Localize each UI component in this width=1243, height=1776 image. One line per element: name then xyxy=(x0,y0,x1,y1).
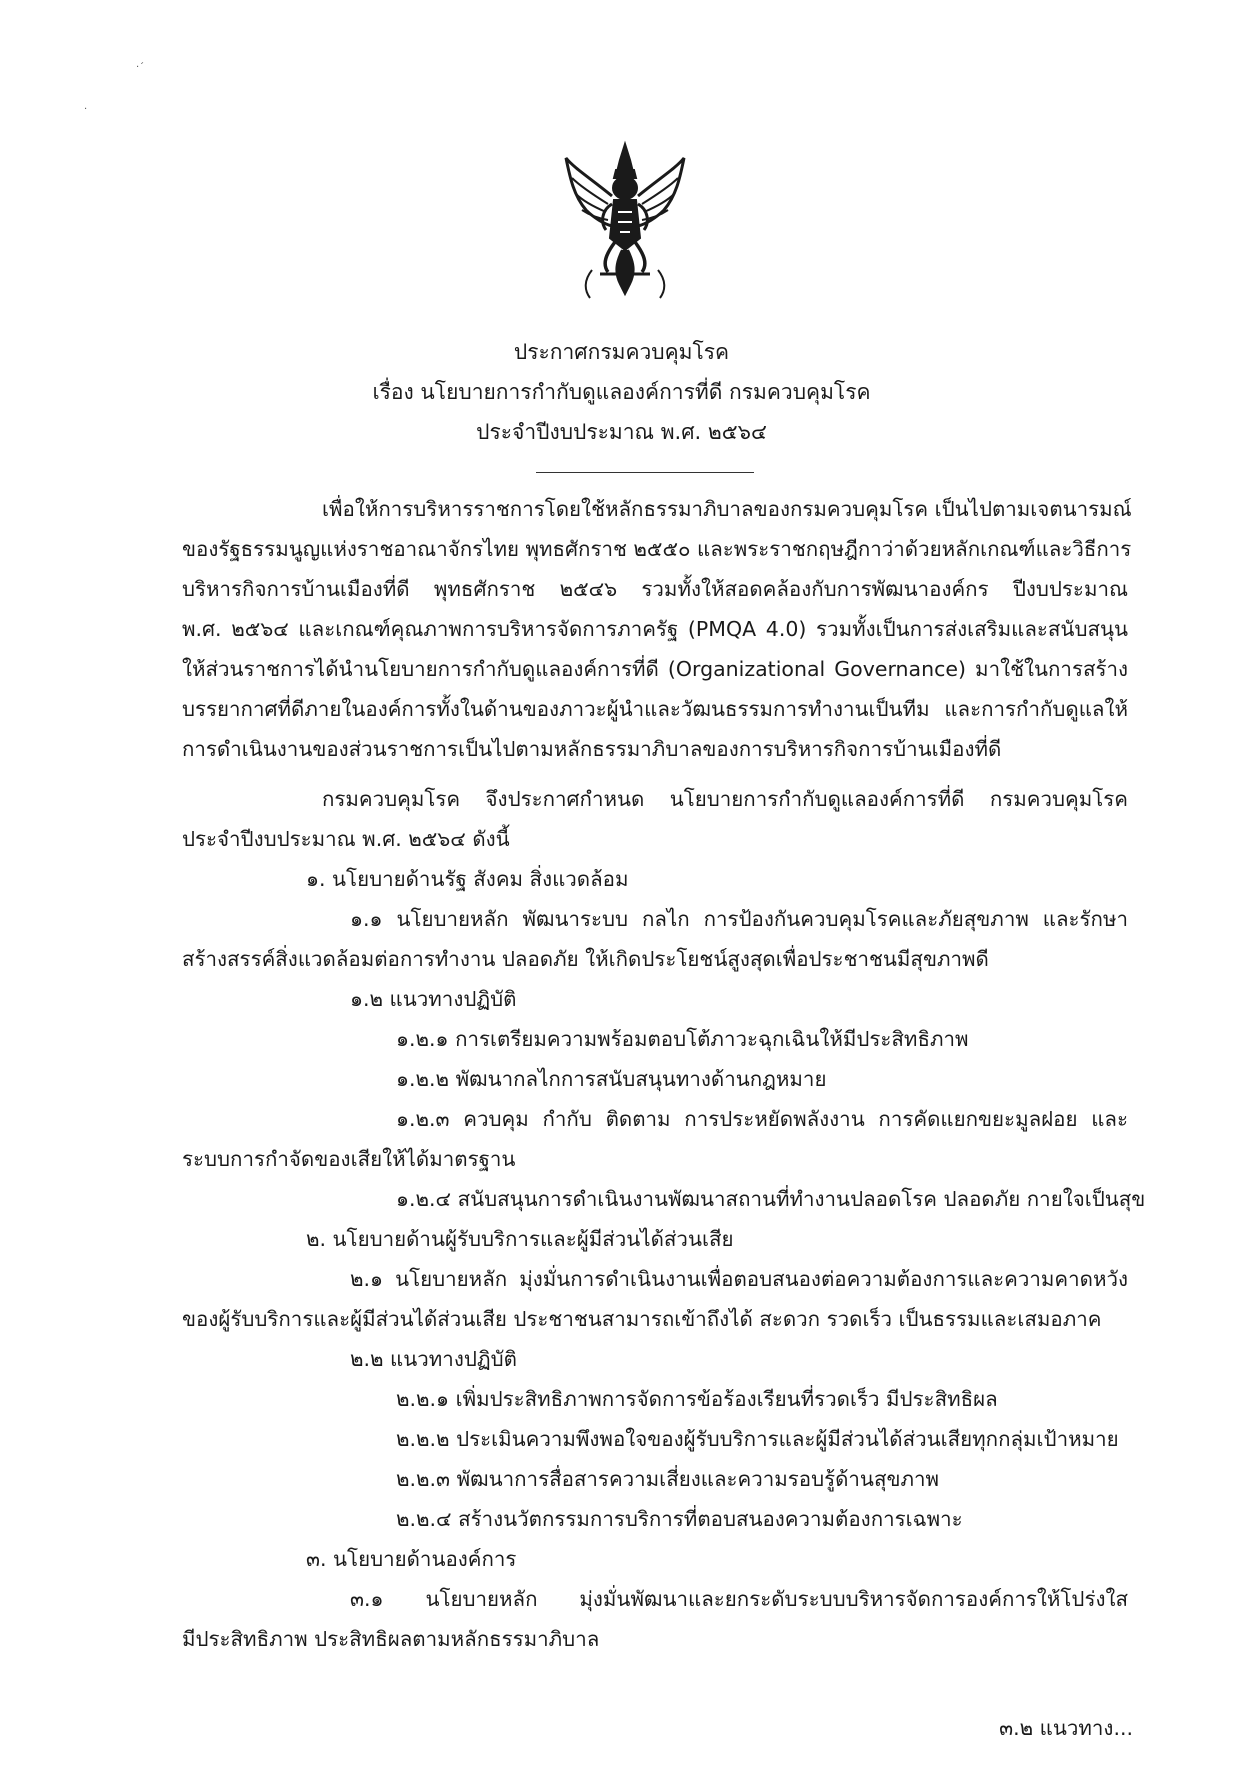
item-1-2-2: ๑.๒.๒ พัฒนากลไกการสนับสนุนทางด้านกฎหมาย xyxy=(396,1067,827,1091)
item-2-2-1: ๒.๒.๑ เพิ่มประสิทธิภาพการจัดการข้อร้องเรียนที่รวดเร็ว มีประสิทธิผล xyxy=(396,1387,998,1411)
announce-line: ประจำปีงบประมาณ พ.ศ. ๒๕๖๔ ดังนี้ xyxy=(182,827,510,851)
item-2-2-3: ๒.๒.๓ พัฒนาการสื่อสารความเสี่ยงและความรอบรู้ด้านสุขภาพ xyxy=(396,1467,940,1491)
intro-line: พ.ศ. ๒๕๖๔ และเกณฑ์คุณภาพการบริหารจัดการภาครัฐ (PMQA 4.0) รวมทั้งเป็นการส่งเสริมและสนับสนุน xyxy=(182,617,1128,641)
fiscal-year-line: ประจำปีงบประมาณ พ.ศ. ๒๕๖๔ xyxy=(476,420,767,444)
subject-line: เรื่อง นโยบายการกำกับดูแลองค์การที่ดี กรมควบคุมโรค xyxy=(372,380,871,404)
intro-line: บริหารกิจการบ้านเมืองที่ดี พุทธศักราช ๒๕๔๖ รวมทั้งให้สอดคล้องกับการพัฒนาองค์กร ปีงบประมาณ xyxy=(182,577,1128,601)
section-1-1-cont: สร้างสรรค์สิ่งแวดล้อมต่อการทำงาน ปลอดภัย ให้เกิดประโยชน์สูงสุดเพื่อประชาชนมีสุขภาพดี xyxy=(182,947,989,971)
announcement-heading: ประกาศกรมควบคุมโรค xyxy=(513,340,730,364)
section-1-title: ๑. นโยบายด้านรัฐ สังคม สิ่งแวดล้อม xyxy=(306,867,629,891)
section-3-title: ๓. นโยบายด้านองค์การ xyxy=(306,1547,517,1571)
section-2-2: ๒.๒ แนวทางปฏิบัติ xyxy=(350,1347,517,1371)
intro-line: ของรัฐธรรมนูญแห่งราชอาณาจักรไทย พุทธศักราช ๒๕๕๐ และพระราชกฤษฎีกาว่าด้วยหลักเกณฑ์และวิธีการ xyxy=(182,537,1132,561)
item-1-2-3-cont: ระบบการกำจัดของเสียให้ได้มาตรฐาน xyxy=(182,1147,516,1171)
scan-speck: · xyxy=(84,104,88,115)
item-1-2-3: ๑.๒.๓ ควบคุม กำกับ ติดตาม การประหยัดพลังงาน การคัดแยกขยะมูลฝอย และ xyxy=(396,1107,1128,1131)
section-2-1: ๒.๑ นโยบายหลัก มุ่งมั่นการดำเนินงานเพื่อตอบสนองต่อความต้องการและความคาดหวัง xyxy=(350,1267,1128,1291)
garuda-emblem-icon xyxy=(560,138,690,303)
heading-divider xyxy=(536,472,754,473)
intro-line: การดำเนินงานของส่วนราชการเป็นไปตามหลักธรรมาภิบาลของการบริหารกิจการบ้านเมืองที่ดี xyxy=(182,737,1002,761)
item-2-2-4: ๒.๒.๔ สร้างนวัตกรรมการบริการที่ตอบสนองความต้องการเฉพาะ xyxy=(396,1507,963,1531)
section-3-1: ๓.๑ นโยบายหลัก มุ่งมั่นพัฒนาและยกระดับระบบบริหารจัดการองค์การให้โปร่งใส xyxy=(350,1587,1128,1611)
intro-line: ให้ส่วนราชการได้นำนโยบายการกำกับดูแลองค์การที่ดี (Organizational Governance) มาใช้ในการสร้าง xyxy=(182,657,1128,681)
scan-speck: ·´ xyxy=(136,62,145,73)
continuation-marker: ๓.๒ แนวทาง... xyxy=(999,1716,1133,1740)
section-3-1-cont: มีประสิทธิภาพ ประสิทธิผลตามหลักธรรมาภิบาล xyxy=(182,1627,600,1651)
intro-line: บรรยากาศที่ดีภายในองค์การทั้งในด้านของภาวะผู้นำและวัฒนธรรมการทำงานเป็นทีม และการกำกับดูแลให้ xyxy=(182,697,1128,721)
section-1-1: ๑.๑ นโยบายหลัก พัฒนาระบบ กลไก การป้องกันควบคุมโรคและภัยสุขภาพ และรักษา xyxy=(350,907,1128,931)
section-2-title: ๒. นโยบายด้านผู้รับบริการและผู้มีส่วนได้ส่วนเสีย xyxy=(306,1227,734,1251)
item-1-2-1: ๑.๒.๑ การเตรียมความพร้อมตอบโต้ภาวะฉุกเฉินให้มีประสิทธิภาพ xyxy=(396,1027,969,1051)
item-1-2-4: ๑.๒.๔ สนับสนุนการดำเนินงานพัฒนาสถานที่ทำงานปลอดโรค ปลอดภัย กายใจเป็นสุข xyxy=(396,1187,1146,1211)
section-1-2: ๑.๒ แนวทางปฏิบัติ xyxy=(350,987,517,1011)
intro-line: เพื่อให้การบริหารราชการโดยใช้หลักธรรมาภิบาลของกรมควบคุมโรค เป็นไปตามเจตนารมณ์ xyxy=(322,497,1132,521)
section-2-1-cont: ของผู้รับบริการและผู้มีส่วนได้ส่วนเสีย ประชาชนสามารถเข้าถึงได้ สะดวก รวดเร็ว เป็นธรรมและเสมอภาค xyxy=(182,1307,1102,1331)
announce-line: กรมควบคุมโรค จึงประกาศกำหนด นโยบายการกำกับดูแลองค์การที่ดี กรมควบคุมโรค xyxy=(322,787,1128,811)
item-2-2-2: ๒.๒.๒ ประเมินความพึงพอใจของผู้รับบริการและผู้มีส่วนได้ส่วนเสียทุกกลุ่มเป้าหมาย xyxy=(396,1427,1119,1451)
